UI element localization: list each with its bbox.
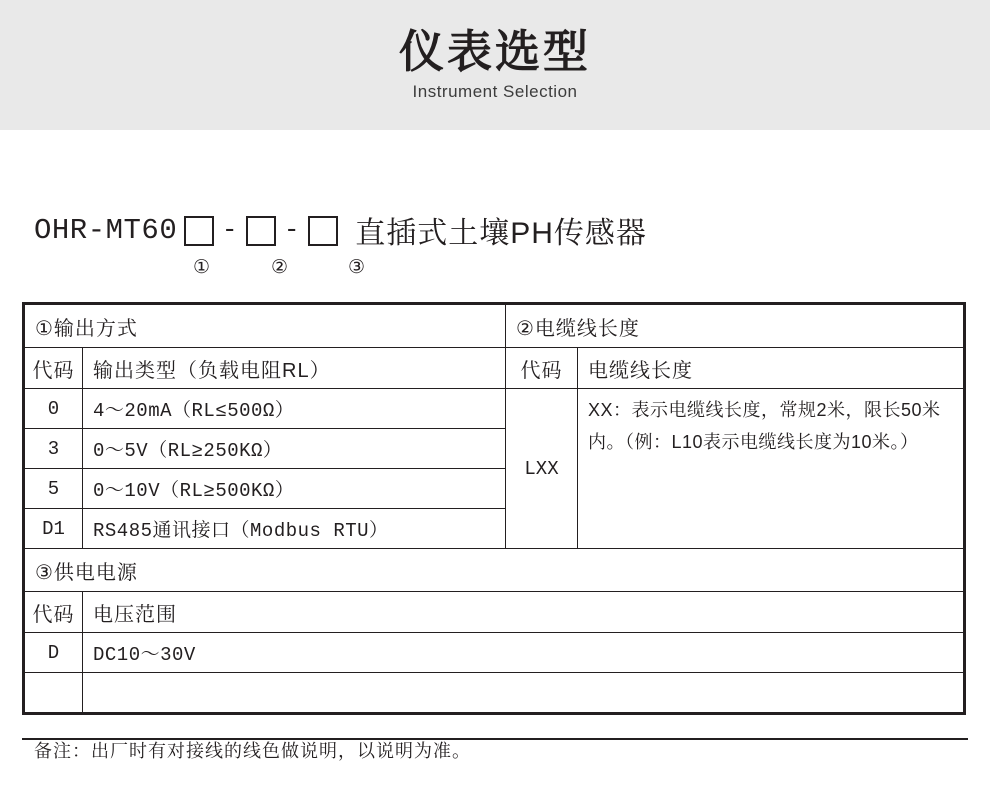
product-name: 直插式土壤PH传感器: [355, 217, 647, 250]
section1-row-code: D1: [25, 509, 83, 549]
footer-remark: 备注：出厂时有对接线的线色做说明，以说明为准。: [34, 741, 471, 761]
section1-row-code: 3: [25, 429, 83, 469]
model-marker-2: ②: [271, 257, 289, 278]
model-dash-2: -: [283, 215, 301, 245]
table-row: [25, 305, 964, 348]
model-marker-row: [34, 256, 990, 284]
table-row: [25, 389, 964, 429]
table-row: [25, 549, 964, 592]
page-header: [0, 0, 990, 130]
section2-header-value: 电缆线长度: [578, 348, 964, 389]
model-marker-3: ③: [348, 257, 366, 278]
section1-header-code: 代码: [25, 348, 83, 389]
model-code-line: [34, 208, 990, 252]
section1-row-value: 4～20mA（RL≤500Ω）: [83, 389, 506, 429]
section2-row-code: LXX: [506, 389, 578, 549]
section3-row-code: D: [25, 633, 83, 673]
section3-heading: ③供电电源: [25, 549, 964, 592]
section1-row-code: 0: [25, 389, 83, 429]
section1-heading: ①输出方式: [25, 305, 506, 348]
selection-tables: [22, 302, 966, 715]
section2-heading: ②电缆线长度: [506, 305, 964, 348]
table-row: [25, 348, 964, 389]
footer-divider: [22, 738, 968, 740]
section1-row-value: RS485通讯接口（Modbus RTU）: [83, 509, 506, 549]
model-marker-1: ①: [193, 257, 211, 278]
section1-row-value: 0～5V（RL≥250KΩ）: [83, 429, 506, 469]
section1-row-code: 5: [25, 469, 83, 509]
section3-header-code: 代码: [25, 592, 83, 633]
model-slot-2: [246, 216, 276, 246]
model-slot-1: [184, 216, 214, 246]
selection-table: [24, 304, 964, 713]
table-row: [25, 673, 964, 713]
table-row: [25, 592, 964, 633]
section2-row-value: XX：表示电缆线长度，常规2米，限长50米内。（例：L10表示电缆线长度为10米。）: [578, 389, 964, 549]
model-code-area: [0, 130, 990, 284]
model-prefix: OHR-MT60: [34, 213, 178, 247]
section1-row-value: 0～10V（RL≥500KΩ）: [83, 469, 506, 509]
page-title: 仪表选型: [398, 26, 591, 78]
spacer-cell: [25, 673, 83, 713]
section1-header-value: 输出类型（负载电阻RL）: [83, 348, 506, 389]
spacer-cell: [83, 673, 964, 713]
section3-header-value: 电压范围: [83, 592, 964, 633]
section2-header-code: 代码: [506, 348, 578, 389]
page-subtitle: Instrument Selection: [412, 81, 578, 101]
section3-row-value: DC10～30V: [83, 633, 964, 673]
model-slot-3: [308, 216, 338, 246]
table-row: [25, 633, 964, 673]
model-dash-1: -: [221, 215, 239, 245]
